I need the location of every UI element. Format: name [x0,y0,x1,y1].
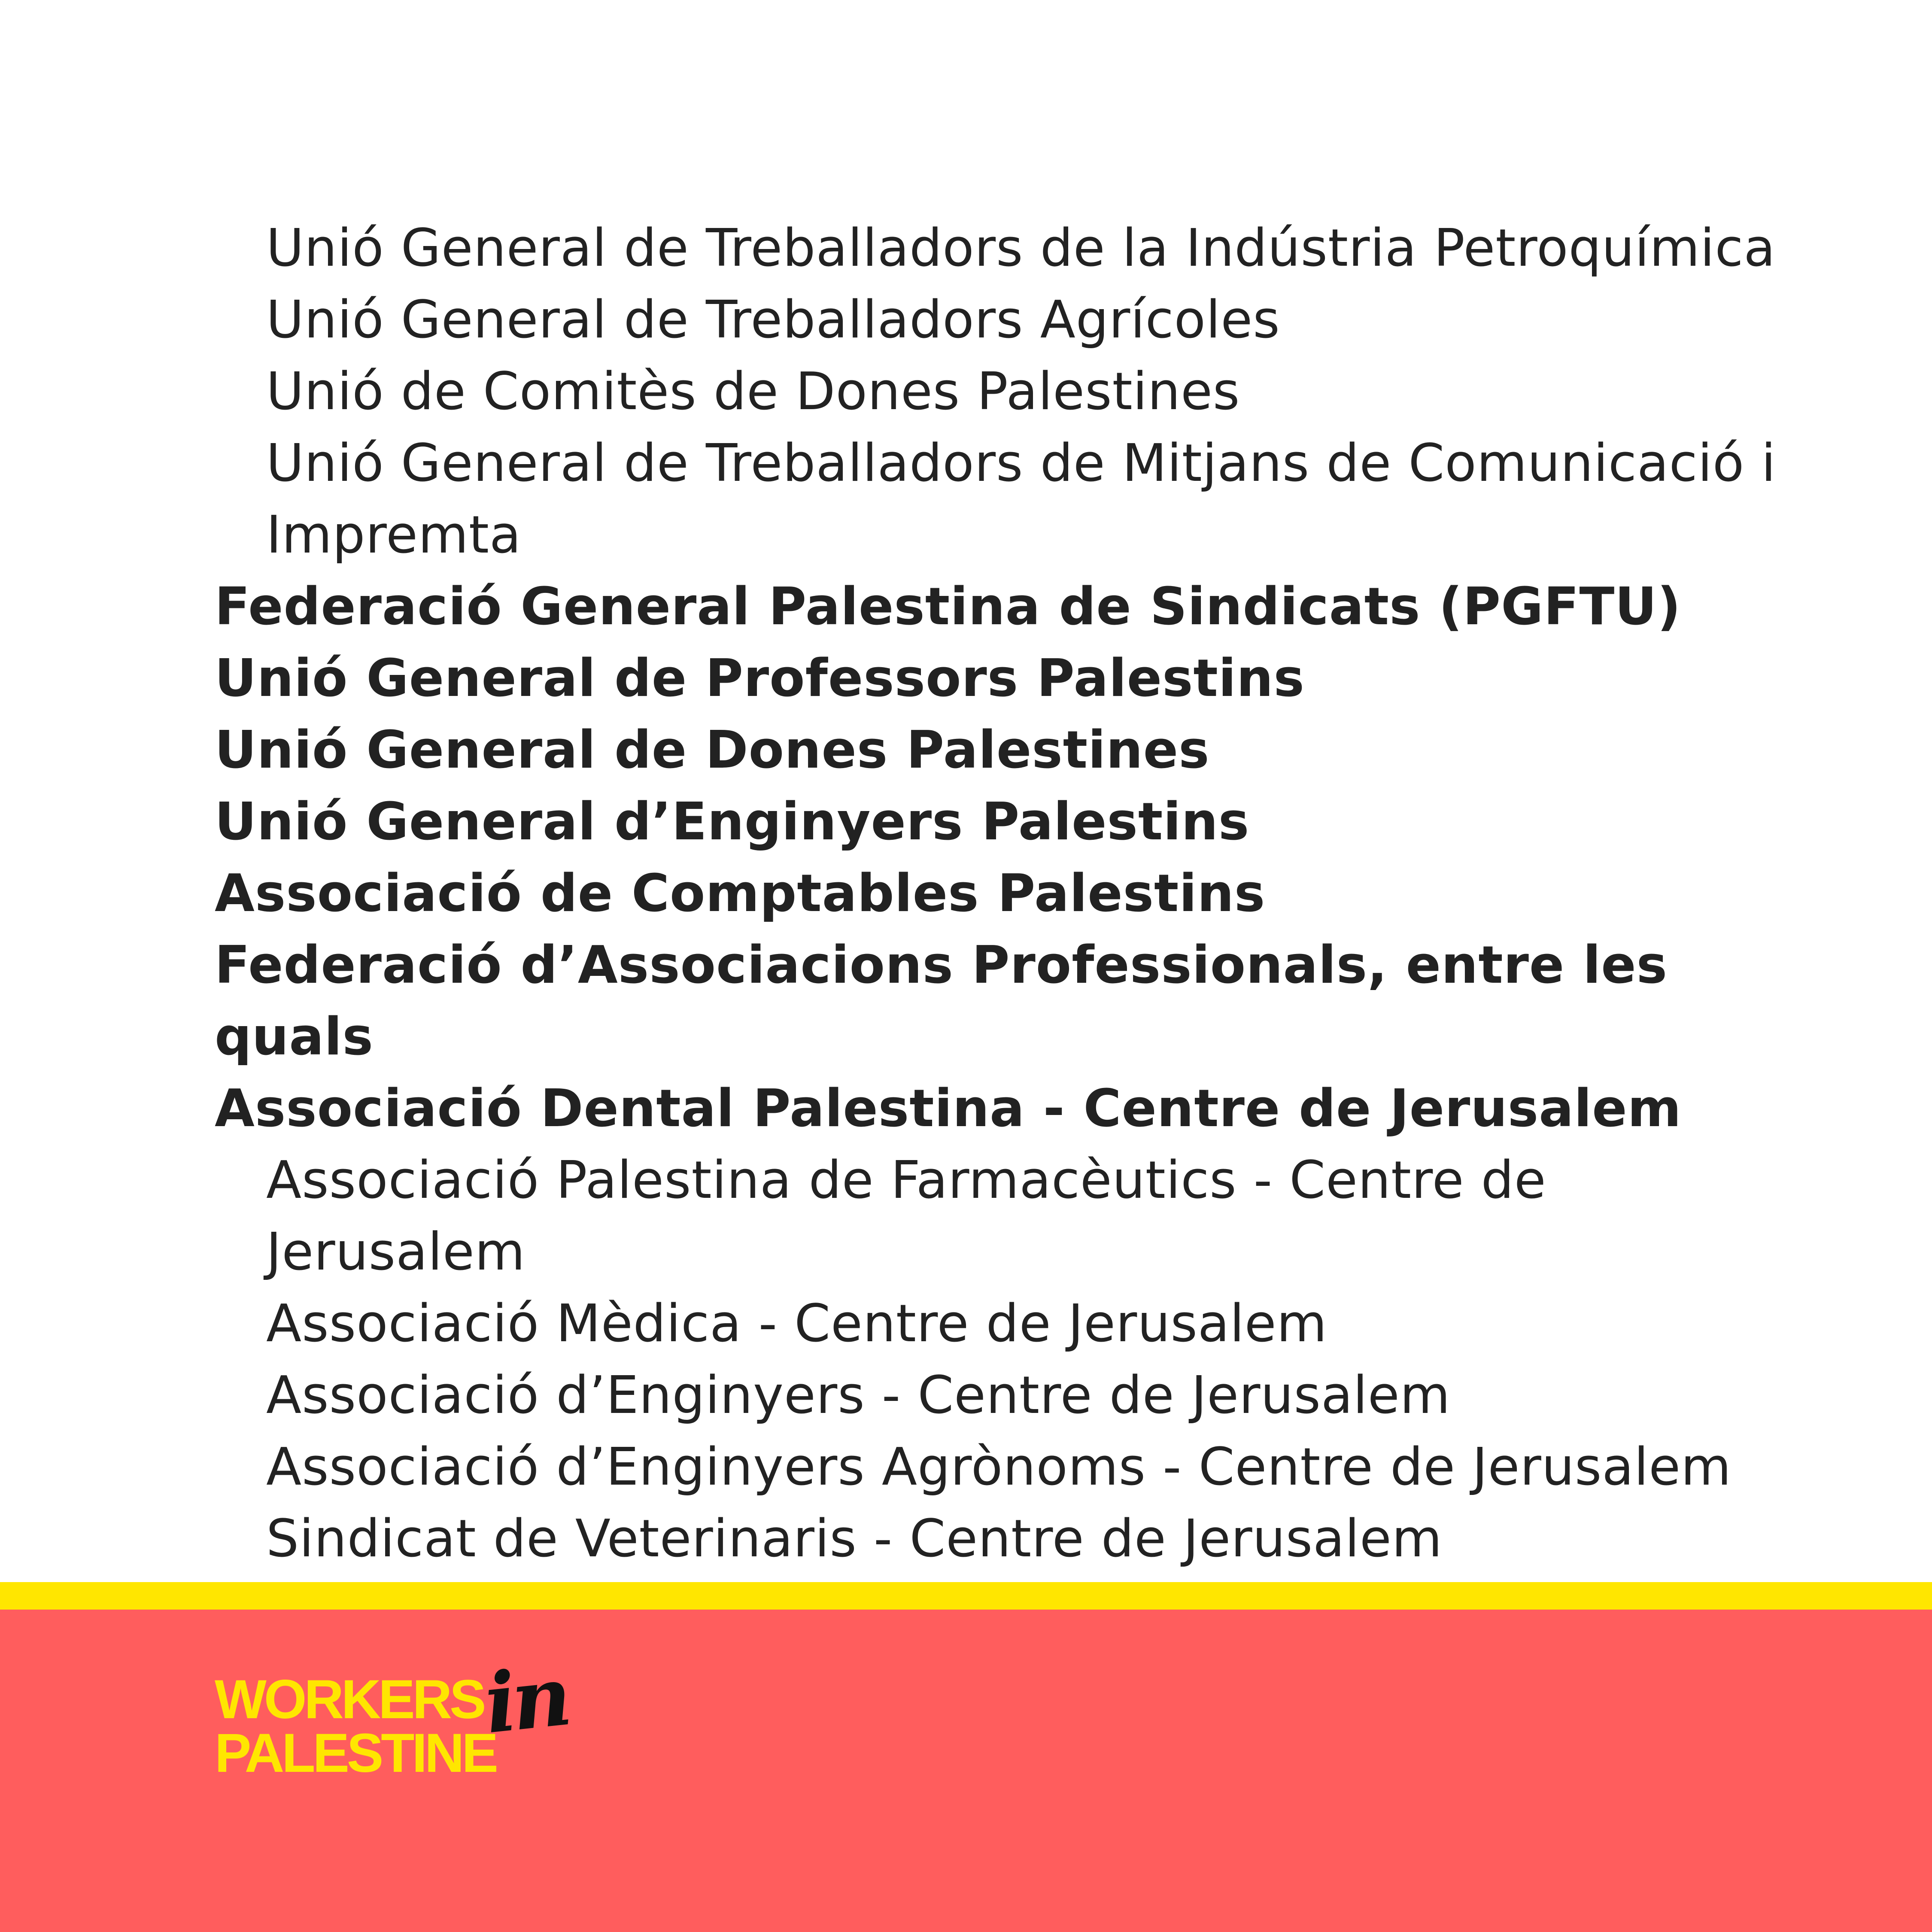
org-item: Unió General de Professors Palestins [215,649,1305,708]
logo-in-mark: in [480,1648,572,1752]
org-item: Sindicat de Veterinaris - Centre de Jerusalem [266,1509,1443,1569]
org-item: Unió General de Treballadors de Mitjans de Comunicació i Impremta [266,434,1776,565]
org-item: Associació d’Enginyers Agrònoms - Centre de Jerusalem [266,1437,1732,1497]
org-item: Unió General d’Enginyers Palestins [215,792,1250,852]
org-item: Federació General Palestina de Sindicats (PGFTU) [215,577,1681,637]
yellow-divider-band [0,1582,1932,1610]
org-item: Associació d’Enginyers - Centre de Jerusalem [266,1366,1451,1425]
org-item: Unió General de Treballadors Agrícoles [266,290,1280,350]
logo-line-palestine: PALESTINE [215,1722,496,1784]
workers-in-palestine-logo [215,1648,601,1792]
org-item: Federació d’Associacions Professionals, entre les quals [215,936,1668,1067]
org-item: Unió de Comitès de Dones Palestines [266,362,1240,422]
org-item: Associació Palestina de Farmacèutics - Centre de Jerusalem [266,1151,1546,1282]
org-item: Unió General de Dones Palestines [215,720,1210,780]
logo-line-workers: WORKERS [215,1669,484,1730]
organization-list [215,213,1803,1575]
org-item: Associació Dental Palestina - Centre de Jerusalem [215,1079,1682,1139]
org-item: Associació Mèdica - Centre de Jerusalem [266,1294,1327,1354]
org-item: Associació de Comptables Palestins [215,864,1266,923]
org-item: Unió General de Treballadors de la Indústria Petroquímica [266,219,1776,278]
